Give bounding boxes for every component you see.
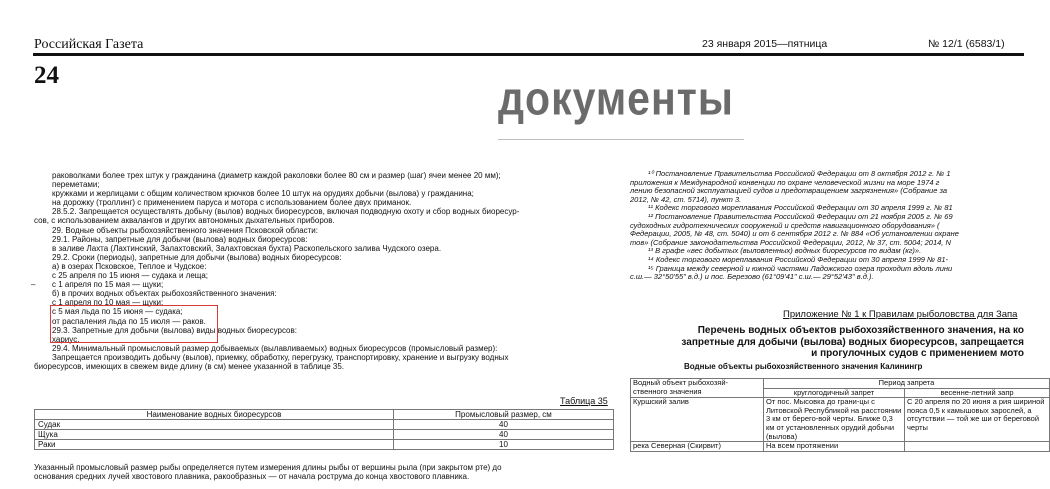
species-cell: Судак (35, 420, 394, 430)
table-row (631, 398, 1050, 442)
appendix-title-line: Перечень водных объектов рыбохозяйственного значения, на ко (697, 325, 1024, 336)
species-cell: Щука (35, 430, 394, 440)
section-title: документы (498, 72, 734, 125)
footnote-line: Федерации, 2005, № 48, ст. 5040) и от 6 сентября 2012 г. № 884 «Об установлении охране (630, 229, 959, 239)
text-line: в заливе Лахта (Лахтинский, Залахтовский, Залахтовская бухта) Раскопельского залива Чудского озера. (52, 243, 442, 253)
appendix-label: Приложение № 1 к Правилам рыболовства для Запа (783, 309, 1018, 320)
text-line: биоресурсов, имеющих в свежем виде длину (в см) менее указанной в таблице 35. (34, 361, 344, 371)
text-line: 29.3. Запретные для добычи (вылова) виды водных биоресурсов: (52, 325, 297, 335)
text-line: хариус. (52, 334, 80, 344)
table-row (35, 430, 614, 440)
text-line: б) в прочих водных объектах рыбохозяйственного значения: (52, 289, 277, 299)
table-35 (34, 409, 614, 450)
spring-cell: С 20 апреля по 20 июня а рия шириной пояса 0,5 к камышовых зарослей, а отсутствии — той же ши от береговой черты (905, 398, 1050, 442)
kaliningrad-table (630, 378, 1050, 452)
section-underline (498, 139, 744, 140)
footnote-line: ¹¹ Кодекс торгового мореплавания Российской Федерации от 30 апреля 1999 г. № 81 (648, 203, 953, 213)
text-line: Запрещается производить добычу (вылов), приемку, обработку, перегрузку, транспортировку, хранение и выгрузку водных (52, 352, 509, 362)
footnote-line: ¹⁰ Постановление Правительства Российской Федерации от 8 октября 2012 г. № 1 (648, 169, 951, 178)
text-line: на дорожку (троллинг) с применением паруса и мотора с использованием более двух приманок. (52, 198, 412, 208)
text-line: 29.2. Сроки (периоды), запретные для добычи (вылова) водных биоресурсов: (52, 252, 342, 262)
kt-subheader-yearround: круглогодичный запрет (764, 388, 905, 398)
size-cell: 10 (393, 440, 613, 450)
text-line: ‒ с 1 апреля по 15 мая — щуки; (31, 280, 164, 290)
text-line: основания средних лучей хвостового плавника, ракообразных — от начала рострума до конца хвостового плавника. (34, 472, 470, 482)
text-line: кружками и жерлицами с общим количеством крючков более 10 штук на орудиях добычи (вылова) у гражданина; (52, 189, 474, 199)
species-cell: Раки (35, 440, 394, 450)
footnote-line: 2012, № 42, ст. 5714), пункт 3. (630, 194, 742, 204)
yearround-cell: От пос. Мысовка до грани-цы с Литовской Республикой на расстоянии 3 км от берего-вой черты. Ближе 0,3 км от установленных орудий добычи (вылова) (764, 398, 905, 442)
newspaper-name: Российская Газета (34, 37, 144, 52)
table-header-species: Наименование водных биоресурсов (35, 410, 394, 420)
after-table-text (34, 463, 614, 481)
table-35-label: Таблица 35 (560, 396, 608, 406)
kt-subheader-spring: весенне-летний запр (905, 388, 1050, 398)
kt-header-period: Период запрета (764, 379, 1050, 389)
table-row (631, 442, 1050, 452)
water-body-cell: река Северная (Скирвит) (631, 442, 764, 452)
kt-header-object: Водный объект рыбохозяй-ственного значения (631, 379, 764, 398)
footnote-line: с.ш.— 32°50'55" в.д.) и пос. Березово (61°09'41" с.ш.— 29°52'43" в.д.). (630, 272, 874, 282)
yearround-cell: На всем протяжении (764, 442, 905, 452)
page-number: 24 (34, 62, 59, 89)
text-line: 29. Водные объекты рыбохозяйственного значения Псковской области: (52, 225, 318, 235)
spring-cell (905, 442, 1050, 452)
highlight-box (50, 305, 218, 343)
footnote-line: тов» (Собрание законодательства Российской Федерации, 2012, № 37, ст. 5004; 2014, N (630, 237, 951, 247)
footnote-line: приложения к Международной конвенции по охране человеческой жизни на море 1974 г (630, 177, 940, 187)
footnotes (630, 170, 1024, 282)
footnote-line: ¹⁴ Кодекс торгового мореплавания Российской Федерации от 30 апреля 1999 № 81- (648, 254, 949, 264)
footnote-line: лению безопасной эксплуатацией судов и предотвращением загрязнения» (Собрание за (630, 186, 948, 196)
text-line: 28.5.2. Запрещается осуществлять добычу (вылов) водных биоресурсов, включая подводную охоту и сбор водных биоресур- (52, 207, 520, 217)
text-line: а) в озерах Псковское, Теплое и Чудское: (52, 261, 207, 271)
water-body-cell: Куршский залив (631, 398, 764, 442)
appendix-subtitle: Водные объекты рыбохозяйственного значения Калинингр (684, 362, 923, 371)
footnote-line: судоходных гидротехнических сооружений и средств навигационного оборудования» ( (630, 220, 940, 230)
size-cell: 40 (393, 420, 613, 430)
text-line: переметами; (52, 180, 100, 190)
text-line: 29.1. Районы, запретные для добычи (вылова) водных биоресурсов: (52, 234, 308, 244)
issue-date: 23 января 2015—пятница (702, 38, 828, 50)
text-line: 29.4. Минимальный промысловый размер добываемых (вылавливаемых) водных биоресурсов (промысловый размер): (52, 343, 498, 353)
bullet-mark: ‒ (31, 280, 36, 290)
text-line: с 25 апреля по 15 июня — судака и леща; (52, 271, 209, 281)
text-line: с 1 апреля по 10 мая — щуки; (52, 298, 164, 308)
table-row (35, 440, 614, 450)
text-line: сов, с использованием аквалангов и других автономных дыхательных приборов. (34, 216, 335, 226)
footnote-line: ¹³ В графе «вес добытых (выловленных) водных биоресурсов по видам (кг)». (648, 246, 922, 256)
footnote-line: ¹² Постановление Правительства Российской Федерации от 21 ноября 2005 г. № 69 (648, 211, 953, 221)
appendix-title (650, 325, 1024, 360)
issue-number: № 12/1 (6583/1) (928, 38, 1005, 50)
appendix-title-line: и прогулочных судов с применением мото (811, 348, 1024, 359)
text-line: от распаления льда по 15 июля — раков. (52, 316, 206, 326)
table-row (35, 420, 614, 430)
text-line: Указанный промысловый размер рыбы определяется путем измерения длины рыбы от вершины рыла (при закрытом рте) до (34, 463, 502, 472)
appendix-title-line: запретные для добычи (вылова) водных биоресурсов, запрещается (681, 336, 1024, 348)
size-cell: 40 (393, 430, 613, 440)
text-line: с 5 мая льда по 15 июня — судака; (52, 307, 183, 317)
table-header-size: Промысловый размер, см (393, 410, 613, 420)
masthead-rule (33, 53, 1024, 56)
text-line: раковолками более трех штук у гражданина (диаметр каждой раколовки более 80 см и размер (шаг) ячеи менее 20 мм); (52, 171, 501, 180)
footnote-line: ¹⁵ Граница между северной и южной частями Ладожского озера проходит вдоль лини (648, 263, 953, 273)
